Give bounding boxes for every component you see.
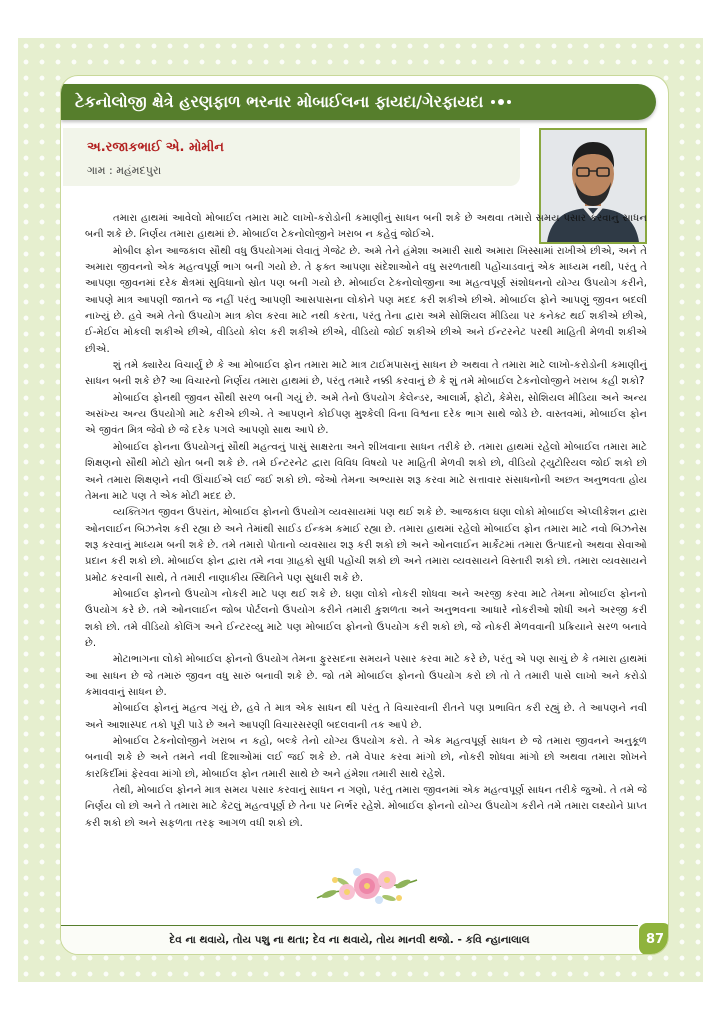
paragraph: મોટાભાગના લોકો મોબાઈલ ફોનનો ઉપયોગ તેમના ફુરસદના સમયને પસાર કરવા માટે કરે છે, પરંતુ એ પણ સાચું છે કે તમારા હાથમાં આ સાધન છે જે તમારું જીવન વધુ સારું બનાવી શકે છે. જો તમે મોબાઈલ ફોનનો ઉપયોગ કરો છો તો તે તમારી પાસે લાખો અને કરોડો કમાવવાનું સાધન છે. <box>85 654 647 698</box>
article-title: ટેકનોલોજી ક્ષેત્રે હરણફાળ ભરનાર મોબાઈલના ફાયદા/ગેરફાયદા <box>75 92 484 111</box>
article-body <box>85 211 647 832</box>
paragraph: તેથી, મોબાઈલ ફોનને માત્ર સમય પસાર કરવાનું સાધન ન ગણો, પરંતુ તમારા જીવનમાં એક મહત્વપૂર્ણ સાધન તરીકે જુઓ. તે તમે જે નિર્ણય લો છો અને તે તમારા માટે કેટલું મહત્વપૂર્ણ છે તેના પર નિર્ભર રહેશે. મોબાઈલ ફોનનો યોગ્ય ઉપયોગ કરીને તમે તમારા લક્ષ્યોને પ્રાપ્ત કરી શકો છો અને સફળતા તરફ આગળ વધી શકો છો. <box>85 785 647 829</box>
flower-decoration-icon <box>307 858 427 914</box>
page-number-badge: 87 <box>639 923 669 955</box>
paragraph: મોબાઈલ ફોનનો ઉપયોગ નોકરી માટે પણ થઈ શકે છે. ઘણા લોકો નોકરી શોધવા અને અરજી કરવા માટે તેમના મોબાઈલ ફોનનો ઉપયોગ કરે છે. તમે ઓનલાઈન જોબ પોર્ટલનો ઉપયોગ કરીને તમારી કુશળતા અને અનુભવના આધારે નોકરીઓ શોધી અને અરજી કરી શકો છો. તમે વીડિયો કોલિંગ અને ઈન્ટરવ્યુ માટે પણ મોબાઈલ ફોનનો ઉપયોગ કરી શકો છો, જે નોકરી મેળવવાની પ્રક્રિયાને સરળ બનાવે છે. <box>85 588 647 649</box>
author-name: અ.રજાકભાઈ એ. મોમીન <box>87 140 224 155</box>
paragraph: મોબાઈલ ફોનનું મહત્વ ગયું છે, હવે તે માત્ર એક સાધન થી પરંતુ તે વિચારવાની રીતને પણ પ્રભાવિત કરી રહ્યું છે. તે આપણને નવી અને આશાસ્પદ તકો પૂરી પાડે છે અને આપણી વિચારસરણી બદલવાની તક આપે છે. <box>85 703 647 731</box>
footer-quote-bar <box>61 925 638 955</box>
paragraph: મોબાઈલ ટેકનોલોજીને ખરાબ ન કહો, બલ્કે તેનો યોગ્ય ઉપયોગ કરો. તે એક મહત્વપૂર્ણ સાધન છે જે તમારા જીવનને અનુકૂળ બનાવી શકે છે અને તમને નવી દિશાઓમાં લઈ જઈ શકે છે. તમે વેપાર કરવા માંગો છો, નોકરી શોધવા માંગો છો અથવા તમારા શોખને કારકિર્દીમાં ફેરવવા માંગો છો, મોબાઈલ ફોન તમારી સાથે છે અને હંમેશા તમારી સાથે રહેશે. <box>85 736 647 780</box>
paragraph: શું તમે ક્યારેય વિચાર્યું છે કે આ મોબાઈલ ફોન તમારા માટે માત્ર ટાઈમપાસનું સાધન છે અથવા તે તમારા માટે લાખો-કરોડોની કમાણીનું સાધન બની શકે છે? આ વિચારનો નિર્ણય તમારા હાથમાં છે, પરંતુ તમારે નક્કી કરવાનું છે કે શું તમે મોબાઈલ ટેકનોલોજીને ખરાબ કહી શકો? <box>85 360 647 388</box>
paragraph: મોબીલ ફોન આજકાલ સૌથી વધુ ઉપયોગમાં લેવાતું ગેજેટ છે. અમે તેને હંમેશા અમારી સાથે અમારા ખિસ્સામાં રાખીએ છીએ, અને તે અમારા જીવનનો એક મહત્વપૂર્ણ ભાગ બની ગયો છે. તે ફક્ત આપણા સંદેશાઓને વધુ સરળતાથી પહોંચાડવાનું એક માધ્યમ નથી, પરંતુ તે આપણા જીવનમાં દરેક ક્ષેત્રમાં સુવિધાનો સ્રોત પણ બની ગયો છે. મોબાઈલ ટેકનોલોજીના આ મહત્વપૂર્ણ સંશોધનનો યોગ્ય ઉપયોગ કરીને, આપણે માત્ર આપણી જાતને જ નહીં પરંતુ આપણી આસપાસના લોકોને પણ મદદ કરી શકીએ છીએ. મોબાઈલ ફોને આપણું જીવન બદલી નાખ્યું છે. હવે અમે તેનો ઉપયોગ માત્ર કોલ કરવા માટે નથી કરતા, પરંતુ તેના દ્વારા અમે સોશિયલ મીડિયા પર કનેક્ટ થઈ શકીએ છીએ, ઈ-મેઈલ મોકલી શકીએ છીએ, વીડિયો કોલ કરી શકીએ છીએ, વીડિયો જોઈ શકીએ છીએ અને ઈન્ટરનેટ પરથી માહિતી મેળવી શકીએ છીએ. <box>85 245 647 355</box>
title-banner <box>61 84 656 120</box>
paragraph: મોબાઈલ ફોનના ઉપયોગનું સૌથી મહત્વનું પાસું સાક્ષરતા અને શીખવાના સાધન તરીકે છે. તમારા હાથમાં રહેલો મોબાઈલ તમારા માટે શિક્ષણનો સૌથી મોટો સ્રોત બની શકે છે. તમે ઈન્ટરનેટ દ્વારા વિવિધ વિષયો પર માહિતી મેળવી શકો છો, વીડિયો ટ્યુટોરિયલ જોઈ શકો છો અને તમારા શિક્ષણને નવી ઊંચાઈએ લઈ જઈ શકો છો. જેઓ તેમના અભ્યાસ શરૂ કરવા માટે સત્તાવાર સંસાધનોની અછત અનુભવતા હોય તેમના માટે પણ તે એક મોટી મદદ છે. <box>85 441 647 502</box>
title-dots-icon <box>491 99 514 105</box>
article-card <box>60 75 669 955</box>
author-place: ગામ : મહંમદપુરા <box>87 164 162 177</box>
footer-quote: દેવ ના થવાયે, તોય પશુ ના થતા; દેવ ના થવાયે, તોય માનવી થજો. - કવિ ન્હાનાલાલ <box>169 933 530 946</box>
paragraph: મોબાઈલ ફોનથી જીવન સૌથી સરળ બની ગયું છે. અમે તેનો ઉપયોગ કેલેન્ડર, આલાર્મ, ફોટો, કેમેરા, સોશિયલ મીડિયા અને અન્ય અસંખ્ય અન્ય ઉપયોગો માટે કરીએ છીએ. તે આપણને કોઈપણ મુશ્કેલી વિના વિશ્વના દરેક ભાગ સાથે જોડે છે. વાસ્તવમાં, મોબાઈલ ફોન એ જીવંત મિત્ર જેવો છે જે દરેક પગલે આપણો સાથ આપે છે. <box>85 392 647 437</box>
paragraph: વ્યક્તિગત જીવન ઉપરાંત, મોબાઈલ ફોનનો ઉપયોગ વ્યવસાયમાં પણ થઈ શકે છે. આજકાલ ઘણા લોકો મોબાઈલ એપ્લીકેશન દ્વારા ઓનલાઈન બિઝનેશ કરી રહ્યા છે અને તેમાંથી સાઈડ ઈન્કમ કમાઈ રહ્યા છે. તમારા હાથમાં રહેલો મોબાઈલ ફોન તમારા માટે નવો બિઝનેસ શરૂ કરવાનું માધ્યમ બની શકે છે. તમે તમારો પોતાનો વ્યવસાય શરૂ કરી શકો છો અને ઓનલાઈન માર્કેટમાં તમારા ઉત્પાદનો અથવા સેવાઓ પ્રદાન કરી શકો છો. મોબાઈલ ફોન દ્વારા તમે નવા ગ્રાહકો સુધી પહોંચી શકો છો અને તમારા વ્યવસાયને વિસ્તારી શકો છો. તમારા વ્યવસાયને પ્રમોટ કરવાની સાથે, તે તમારી નાણાકીય સ્થિતિને પણ સુધારી શકે છે. <box>85 507 647 584</box>
paragraph: તમારા હાથમાં આવેલો મોબાઈલ તમારા માટે લાખો-કરોડોની કમાણીનું સાધન બની શકે છે અથવા તમારો સમય પસાર કરવાનું સાધન બની શકે છે. નિર્ણય તમારા હાથમાં છે. મોબાઈલ ટેકનોલોજીને ખરાબ ન કહેવું જોઈએ. <box>85 213 647 241</box>
